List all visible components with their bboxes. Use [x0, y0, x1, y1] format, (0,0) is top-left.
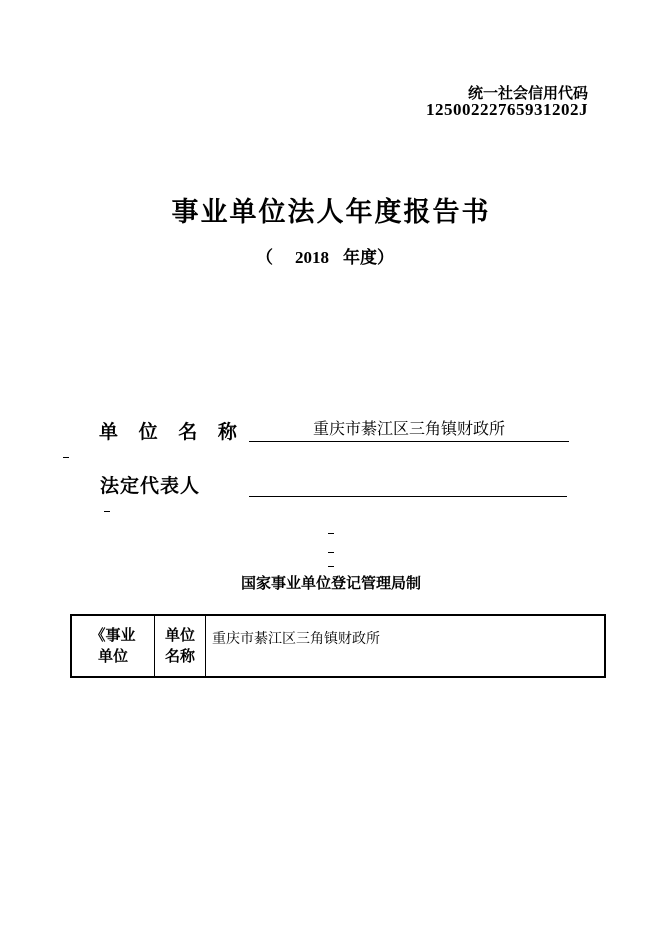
year-number: 2018: [295, 248, 329, 267]
label-line-2: 名称: [164, 647, 195, 665]
unit-name-field: [249, 416, 569, 442]
year-open-paren: （: [256, 248, 273, 268]
stray-mark: [104, 511, 110, 512]
stray-mark: [63, 457, 69, 458]
table-row: [71, 615, 605, 677]
issuing-bureau: 国家事业单位登记管理局制: [240, 574, 421, 592]
year-suffix: 年度）: [343, 248, 394, 268]
credit-code-value: 12500222765931202J: [426, 100, 588, 119]
label-line-1: 单位: [164, 626, 195, 644]
stray-mark: [328, 552, 334, 553]
legal-rep-label: 法定代表人: [100, 475, 201, 497]
unit-info-table: [70, 614, 606, 678]
credit-code-label: 统一社会信用代码: [467, 84, 588, 102]
unit-name-label: 单 位 名 称: [99, 421, 244, 443]
report-year: [256, 243, 394, 268]
page-title: 事业单位法人年度报告书: [171, 197, 491, 228]
category-line-2: 单位: [97, 647, 128, 665]
stray-mark: [328, 566, 334, 567]
table-cell-label: [155, 615, 206, 677]
table-cell-category: [71, 615, 155, 677]
stray-mark: [328, 533, 334, 534]
table-cell-unit-name: 重庆市綦江区三角镇财政所: [206, 615, 606, 677]
unit-name-value: 重庆市綦江区三角镇财政所: [312, 419, 505, 438]
category-line-1: 《事业: [90, 626, 136, 644]
legal-rep-field: [249, 471, 567, 497]
